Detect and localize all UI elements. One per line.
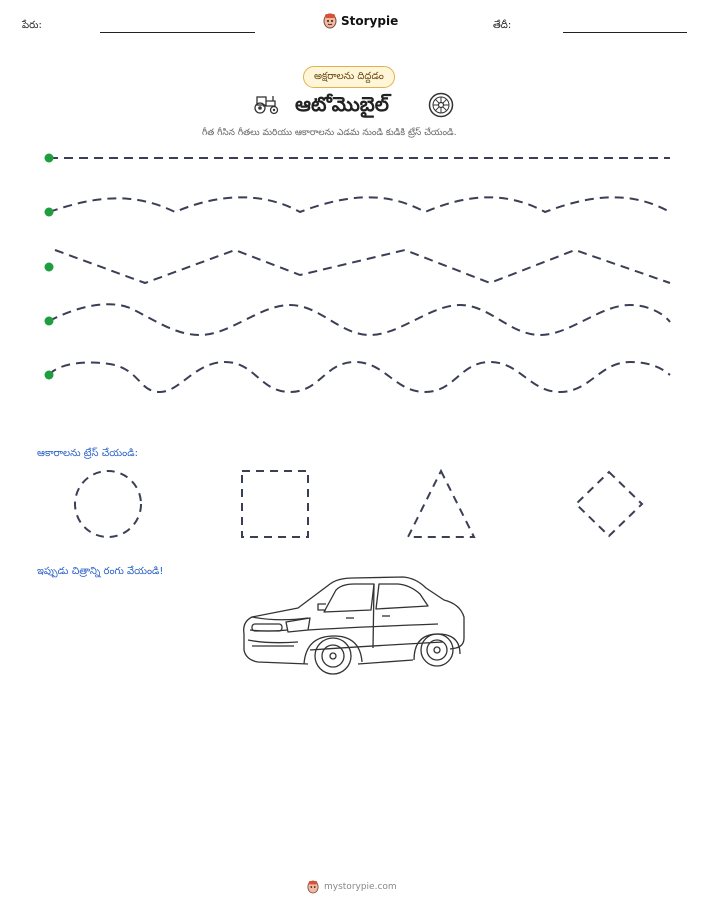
trace-triangle <box>408 471 474 537</box>
trace-diamond <box>576 472 642 536</box>
start-dot <box>45 208 54 217</box>
tractor-icon <box>251 93 281 115</box>
footer <box>307 880 397 894</box>
tracing-lines-area <box>0 140 709 400</box>
name-label: పేరు: <box>22 20 42 31</box>
date-field[interactable] <box>563 32 687 33</box>
trace-square <box>242 471 308 537</box>
brand-logo <box>323 13 398 29</box>
start-dot <box>45 371 54 380</box>
start-dot <box>45 317 54 326</box>
tracing-line-loop-wave <box>49 362 670 392</box>
tracing-line-zigzag <box>55 250 670 283</box>
coloring-heading: ఇప్పుడు చిత్రాన్ని రంగు వేయండి! <box>37 566 164 577</box>
wheel-icon <box>428 92 454 118</box>
name-field[interactable] <box>100 32 255 33</box>
brand-name: Storypie <box>341 14 399 28</box>
date-label: తేదీ: <box>493 20 512 31</box>
tracing-line-wave <box>49 304 670 335</box>
car-outline-illustration <box>238 572 470 682</box>
page-title: ఆటోమొబైల్ <box>295 92 389 116</box>
trace-circle <box>75 471 141 537</box>
tracing-line-gentle-wave <box>49 197 670 212</box>
footer-link[interactable]: mystorypie.com <box>324 882 397 892</box>
start-dot <box>45 263 54 272</box>
start-dot <box>45 154 54 163</box>
storypie-logo-icon <box>307 880 319 894</box>
shapes-area <box>0 464 709 544</box>
storypie-logo-icon <box>323 13 337 29</box>
instruction-text: గీత గీసిన గీతలు మరియు ఆకారాలను ఎడమ నుండి కుడికి ట్రేస్ చేయండి. <box>202 128 457 138</box>
shapes-heading: ఆకారాలను ట్రేస్ చేయండి: <box>37 448 138 459</box>
topic-badge: అక్షరాలను దిద్దడం <box>303 66 395 88</box>
